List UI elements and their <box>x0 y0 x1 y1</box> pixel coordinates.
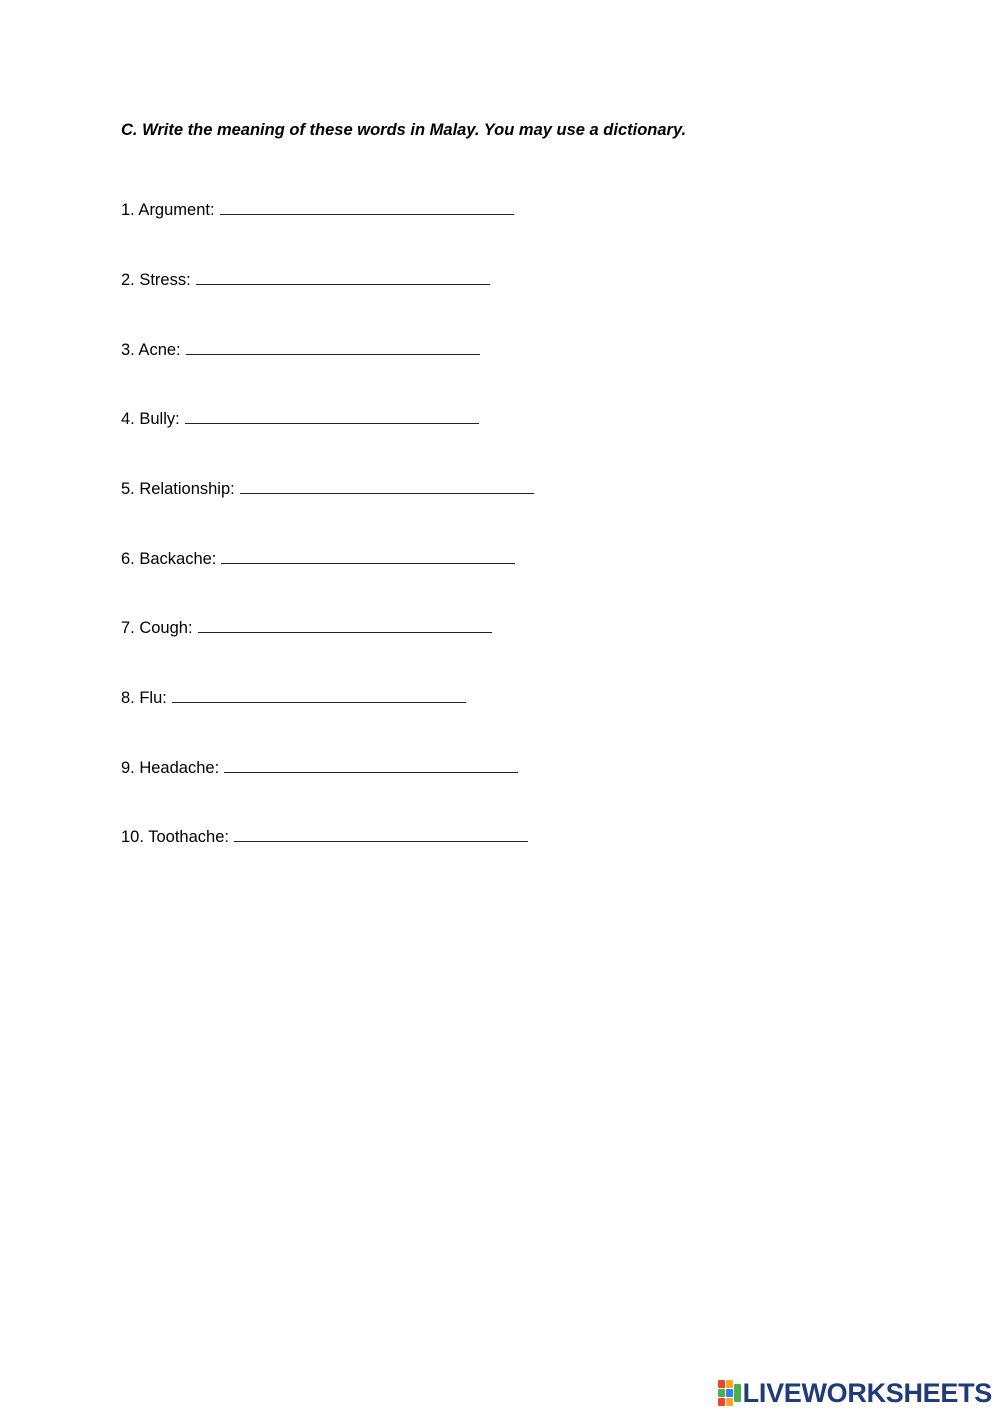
answer-blank-3[interactable] <box>186 338 480 355</box>
question-item-7 <box>121 616 492 638</box>
question-label: 9. Headache: <box>121 759 220 777</box>
question-label: 5. Relationship: <box>121 480 235 498</box>
answer-blank-8[interactable] <box>172 686 466 703</box>
question-label: 10. Toothache: <box>121 828 229 846</box>
question-item-10 <box>121 825 528 847</box>
answer-blank-2[interactable] <box>196 268 490 285</box>
liveworksheets-logo[interactable] <box>718 1379 992 1407</box>
question-label: 7. Cough: <box>121 619 193 637</box>
question-item-1 <box>121 198 514 220</box>
answer-blank-5[interactable] <box>240 477 534 494</box>
answer-blank-9[interactable] <box>224 756 518 773</box>
question-item-3 <box>121 338 480 360</box>
question-label: 8. Flu: <box>121 689 167 707</box>
question-item-6 <box>121 547 515 569</box>
liveworksheets-logo-icon <box>718 1380 742 1406</box>
question-label: 3. Acne: <box>121 341 181 359</box>
answer-blank-10[interactable] <box>234 825 528 842</box>
answer-blank-1[interactable] <box>220 198 514 215</box>
question-label: 6. Backache: <box>121 550 217 568</box>
question-item-8 <box>121 686 466 708</box>
brand-name: LIVEWORKSHEETS <box>742 1378 992 1408</box>
question-item-4 <box>121 407 479 429</box>
instruction-heading: C. Write the meaning of these words in Malay. You may use a dictionary. <box>121 121 687 139</box>
question-label: 2. Stress: <box>121 271 191 289</box>
question-label: 4. Bully: <box>121 410 180 428</box>
answer-blank-7[interactable] <box>198 616 492 633</box>
question-item-5 <box>121 477 534 499</box>
question-item-9 <box>121 756 518 778</box>
question-label: 1. Argument: <box>121 201 215 219</box>
answer-blank-6[interactable] <box>221 547 515 564</box>
question-item-2 <box>121 268 490 290</box>
answer-blank-4[interactable] <box>185 407 479 424</box>
